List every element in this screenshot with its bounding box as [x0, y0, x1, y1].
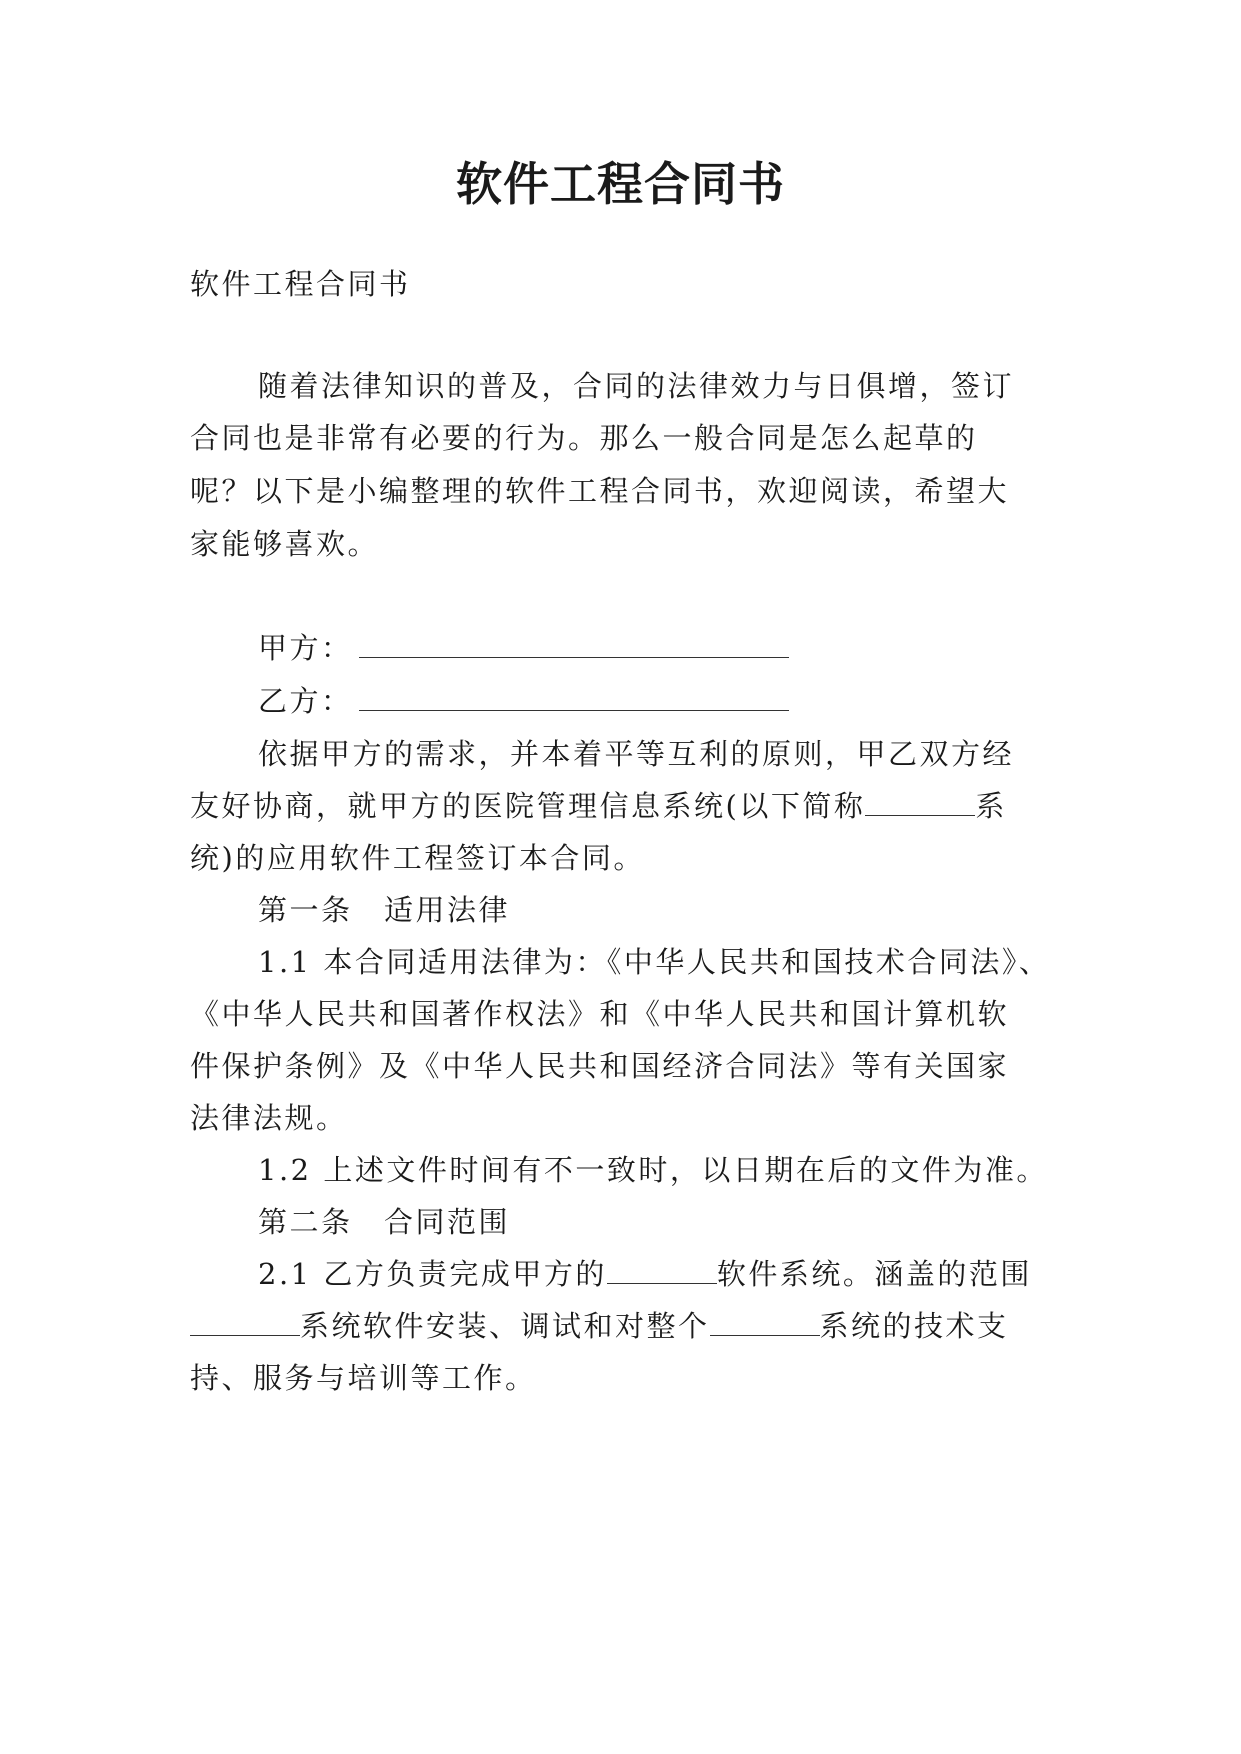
clause-1-1-line-2: 《中华人民共和国著作权法》和《中华人民共和国计算机软 — [190, 997, 1010, 1031]
clause-1-2: 1.2 上述文件时间有不一致时，以日期在后的文件为准。 — [258, 1153, 1048, 1187]
intro-line-4: 家能够喜欢。 — [190, 527, 380, 561]
clause-1-1-line-1: 1.1 本合同适用法律为：《中华人民共和国技术合同法》、 — [258, 945, 1051, 979]
intro-line-1: 随着法律知识的普及，合同的法律效力与日俱增，签订 — [258, 369, 1015, 403]
party-a-row — [258, 628, 789, 668]
clause-2-1-text-3: 系统软件安装、调试和对整个 — [300, 1309, 710, 1343]
clause-2-1-line-2 — [190, 1306, 1009, 1346]
basis-line-2-text: 友好协商，就甲方的医院管理信息系统(以下简称 — [190, 789, 866, 823]
party-b-row — [258, 681, 789, 721]
clause-2-1-line-1 — [258, 1254, 1032, 1294]
basis-line-2-tail: 系 — [975, 789, 1007, 823]
party-a-label: 甲方： — [258, 631, 353, 665]
software-system-blank — [607, 1257, 717, 1284]
clause-2-1-text-2: 软件系统。涵盖的范围 — [716, 1257, 1032, 1291]
intro-line-3: 呢？以下是小编整理的软件工程合同书，欢迎阅读，希望大 — [190, 474, 1010, 508]
document-subtitle: 软件工程合同书 — [190, 267, 411, 301]
system-name-blank — [865, 789, 975, 816]
clause-2-1-text-1: 2.1 乙方负责完成甲方的 — [258, 1257, 607, 1291]
party-a-blank — [359, 631, 789, 658]
article-2-heading: 第二条 合同范围 — [258, 1205, 511, 1239]
party-b-blank — [359, 684, 789, 711]
document-title: 软件工程合同书 — [456, 157, 785, 211]
clause-1-1-line-3: 件保护条例》及《中华人民共和国经济合同法》等有关国家 — [190, 1049, 1010, 1083]
clause-2-1-text-4: 系统的技术支 — [819, 1309, 1009, 1343]
article-1-heading: 第一条 适用法律 — [258, 893, 511, 927]
scope-system-blank — [190, 1309, 300, 1336]
whole-system-blank — [710, 1309, 820, 1336]
basis-line-1: 依据甲方的需求，并本着平等互利的原则，甲乙双方经 — [258, 737, 1015, 771]
party-b-label: 乙方： — [258, 684, 353, 718]
intro-line-2: 合同也是非常有必要的行为。那么一般合同是怎么起草的 — [190, 421, 978, 455]
basis-line-3: 统)的应用软件工程签订本合同。 — [190, 841, 645, 875]
basis-line-2 — [190, 786, 1007, 826]
clause-2-1-line-3: 持、服务与培训等工作。 — [190, 1361, 537, 1395]
clause-1-1-line-4: 法律法规。 — [190, 1101, 348, 1135]
